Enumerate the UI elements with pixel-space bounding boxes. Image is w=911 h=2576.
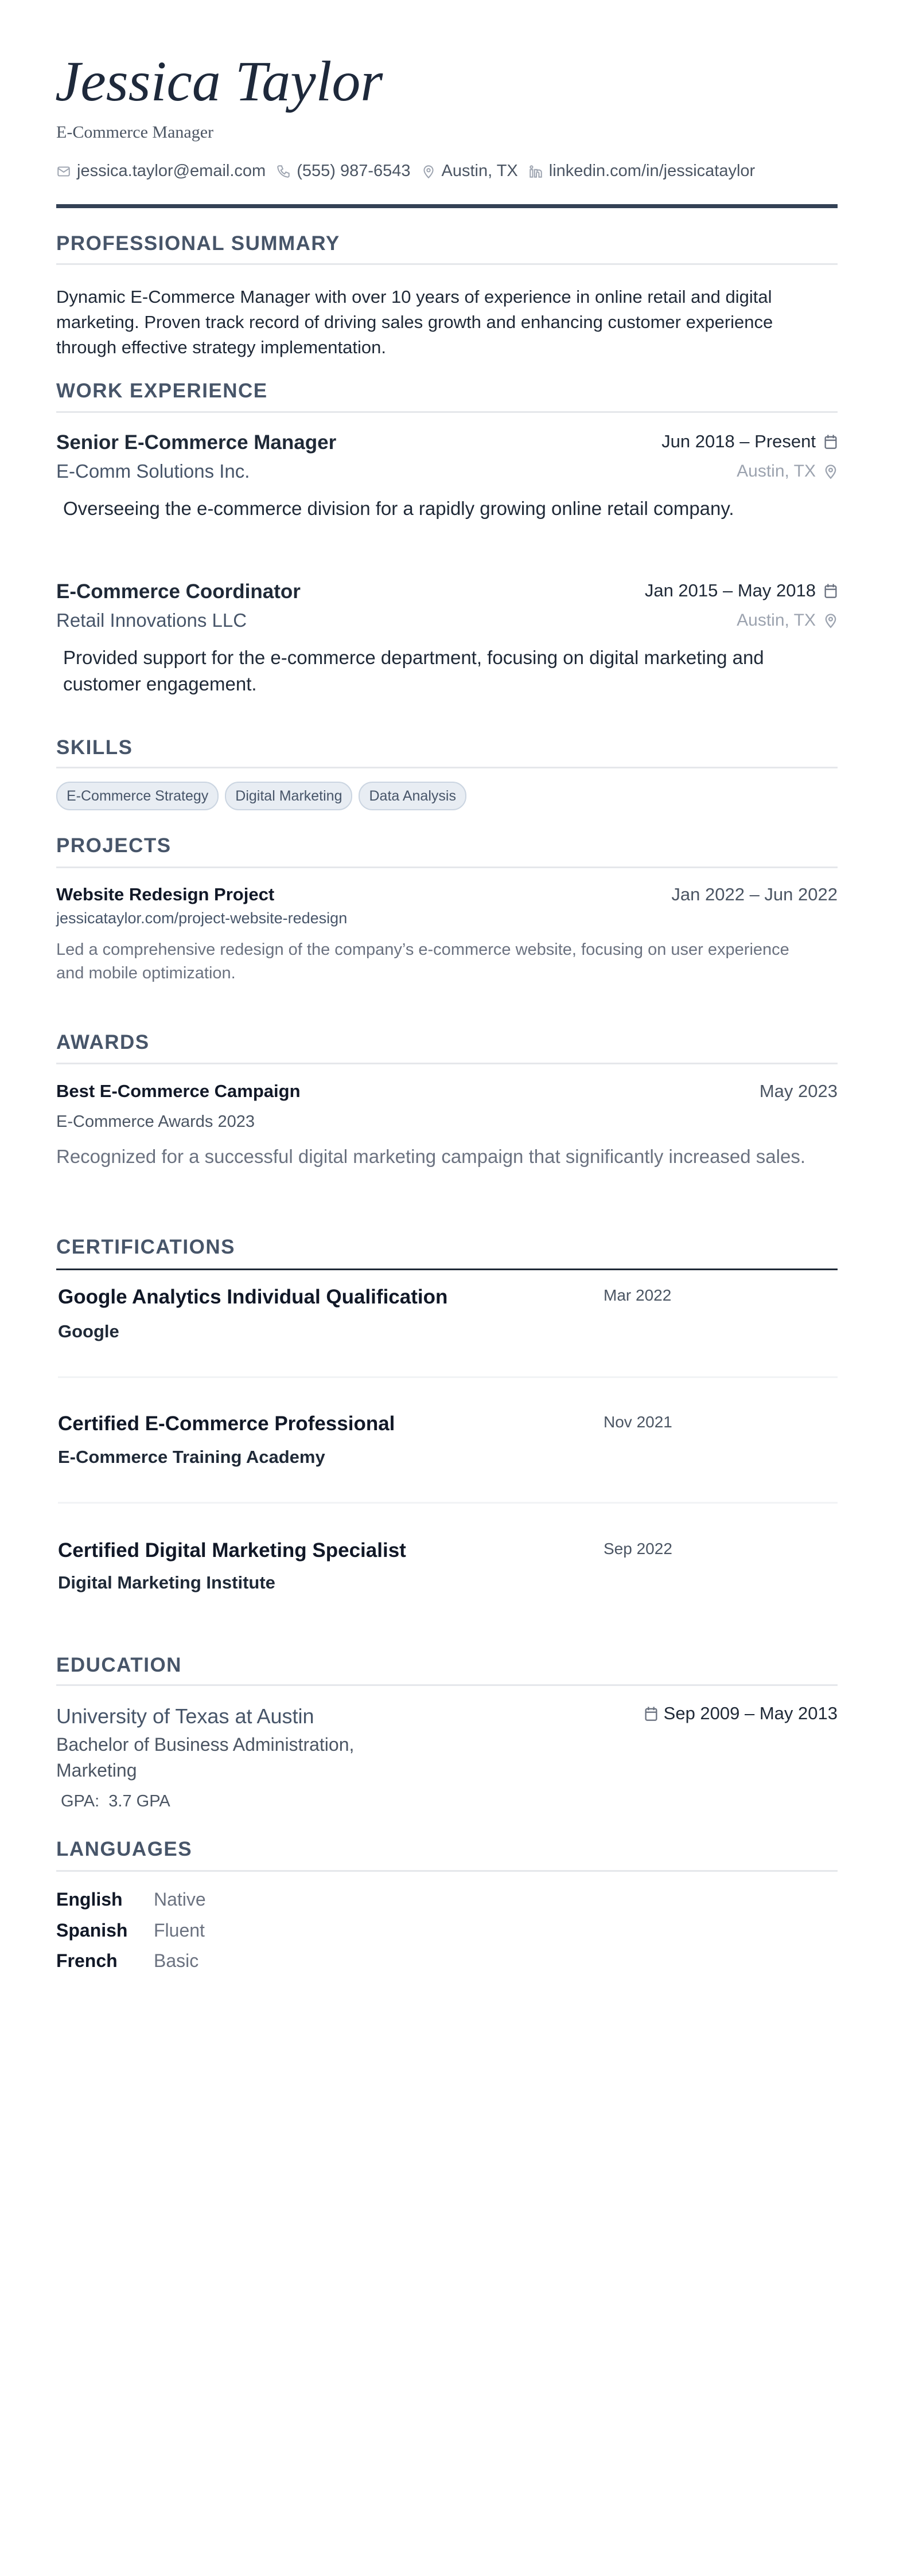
- project-description: Led a comprehensive redesign of the company’s e-commerce website, focusing on user experience and mobile optimization.: [56, 940, 789, 982]
- language-name: French: [56, 1950, 118, 1971]
- phone-text: (555) 987-6543: [297, 162, 411, 180]
- item-divider: [58, 1376, 838, 1378]
- degree: Bachelor of Business Administration, Marketing: [56, 1734, 355, 1781]
- job-description: Overseeing the e-commerce division for a rapidly growing online retail company.: [63, 498, 734, 519]
- certification-title: Certified E-Commerce Professional: [58, 1412, 395, 1435]
- skill-chip: Digital Marketing: [225, 782, 352, 810]
- job-title: E-Commerce Coordinator: [56, 580, 301, 603]
- education-dates-text: Sep 2009 – May 2013: [663, 1703, 838, 1723]
- certification-date: Nov 2021: [604, 1413, 672, 1431]
- section-divider: [56, 1269, 838, 1270]
- award-description: Recognized for a successful digital marketing campaign that significantly increased sales.: [56, 1146, 805, 1167]
- section-heading-languages: LANGUAGES: [56, 1838, 193, 1860]
- mail-icon: [56, 164, 71, 179]
- language-level: Fluent: [154, 1920, 205, 1941]
- section-divider: [56, 767, 838, 768]
- job-dates: [661, 431, 838, 452]
- gpa-label: GPA:: [61, 1792, 100, 1810]
- section-heading-skills: SKILLS: [56, 736, 133, 759]
- award-date: May 2023: [759, 1081, 838, 1101]
- section-heading-awards: AWARDS: [56, 1031, 150, 1053]
- section-heading-certifications: CERTIFICATIONS: [56, 1236, 236, 1258]
- job-location-text: Austin, TX: [737, 462, 816, 481]
- candidate-title: E-Commerce Manager: [56, 123, 214, 142]
- calendar-icon: [824, 434, 838, 450]
- job-location: [737, 462, 838, 481]
- calendar-icon: [644, 1705, 658, 1722]
- gpa: [61, 1792, 170, 1811]
- language-name: English: [56, 1889, 123, 1910]
- language-name: Spanish: [56, 1920, 128, 1941]
- section-divider: [56, 411, 838, 413]
- certification-issuer: E-Commerce Training Academy: [58, 1447, 325, 1467]
- job-dates: [645, 580, 838, 601]
- section-divider: [56, 1063, 838, 1064]
- linkedin-icon: [528, 164, 543, 179]
- section-divider: [56, 1870, 838, 1872]
- project-title: Website Redesign Project: [56, 884, 275, 904]
- calendar-icon: [824, 583, 838, 599]
- email-text: jessica.taylor@email.com: [77, 162, 266, 180]
- section-heading-summary: PROFESSIONAL SUMMARY: [56, 232, 340, 255]
- section-divider: [56, 1684, 838, 1686]
- map-pin-icon: [824, 463, 838, 479]
- job-location: [737, 611, 838, 630]
- section-heading-projects: PROJECTS: [56, 834, 172, 857]
- contact-line: [56, 162, 760, 181]
- header-divider: [56, 204, 838, 208]
- company-name: E-Comm Solutions Inc.: [56, 460, 250, 482]
- map-pin-icon: [824, 612, 838, 629]
- section-heading-education: EDUCATION: [56, 1654, 182, 1676]
- contact-phone[interactable]: [276, 162, 410, 181]
- contact-location: [421, 162, 518, 181]
- language-level: Basic: [154, 1950, 199, 1971]
- phone-icon: [276, 164, 291, 179]
- job-description: Provided support for the e-commerce department, focusing on digital marketing and customer engagement.: [63, 647, 764, 694]
- candidate-name: Jessica Taylor: [55, 49, 383, 113]
- skills-list: [56, 782, 466, 810]
- job-location-text: Austin, TX: [737, 611, 816, 630]
- section-divider: [56, 263, 838, 265]
- certification-issuer: Google: [58, 1321, 119, 1341]
- certification-date: Sep 2022: [604, 1540, 672, 1558]
- summary-text: Dynamic E-Commerce Manager with over 10 years of experience in online retail and digital marketing. Proven track record of driving sales growth and enhancing customer experience through effective strategy implementation.: [56, 287, 773, 357]
- certification-title: Google Analytics Individual Qualification: [58, 1286, 448, 1308]
- job-title: Senior E-Commerce Manager: [56, 431, 337, 454]
- award-issuer: E-Commerce Awards 2023: [56, 1113, 255, 1131]
- item-divider: [58, 1502, 838, 1504]
- map-pin-icon: [421, 164, 436, 179]
- education-dates: [644, 1703, 838, 1724]
- certification-title: Certified Digital Marketing Specialist: [58, 1539, 406, 1562]
- school-name: University of Texas at Austin: [56, 1704, 314, 1728]
- language-level: Native: [154, 1889, 206, 1910]
- project-link[interactable]: jessicataylor.com/project-website-redesign: [56, 910, 348, 927]
- section-heading-experience: WORK EXPERIENCE: [56, 380, 268, 402]
- skill-chip: E-Commerce Strategy: [56, 782, 219, 810]
- location-text: Austin, TX: [441, 162, 518, 180]
- skill-chip: Data Analysis: [359, 782, 466, 810]
- section-divider: [56, 867, 838, 868]
- job-dates-text: Jun 2018 – Present: [661, 431, 816, 451]
- linkedin-text: linkedin.com/in/jessicataylor: [548, 162, 756, 180]
- contact-email[interactable]: [56, 162, 266, 181]
- company-name: Retail Innovations LLC: [56, 610, 247, 631]
- gpa-value: 3.7 GPA: [108, 1792, 170, 1810]
- certification-issuer: Digital Marketing Institute: [58, 1572, 275, 1593]
- award-title: Best E-Commerce Campaign: [56, 1081, 301, 1101]
- certification-date: Mar 2022: [604, 1286, 672, 1304]
- job-dates-text: Jan 2015 – May 2018: [644, 580, 816, 600]
- project-dates: Jan 2022 – Jun 2022: [671, 884, 838, 904]
- contact-linkedin[interactable]: [528, 162, 755, 181]
